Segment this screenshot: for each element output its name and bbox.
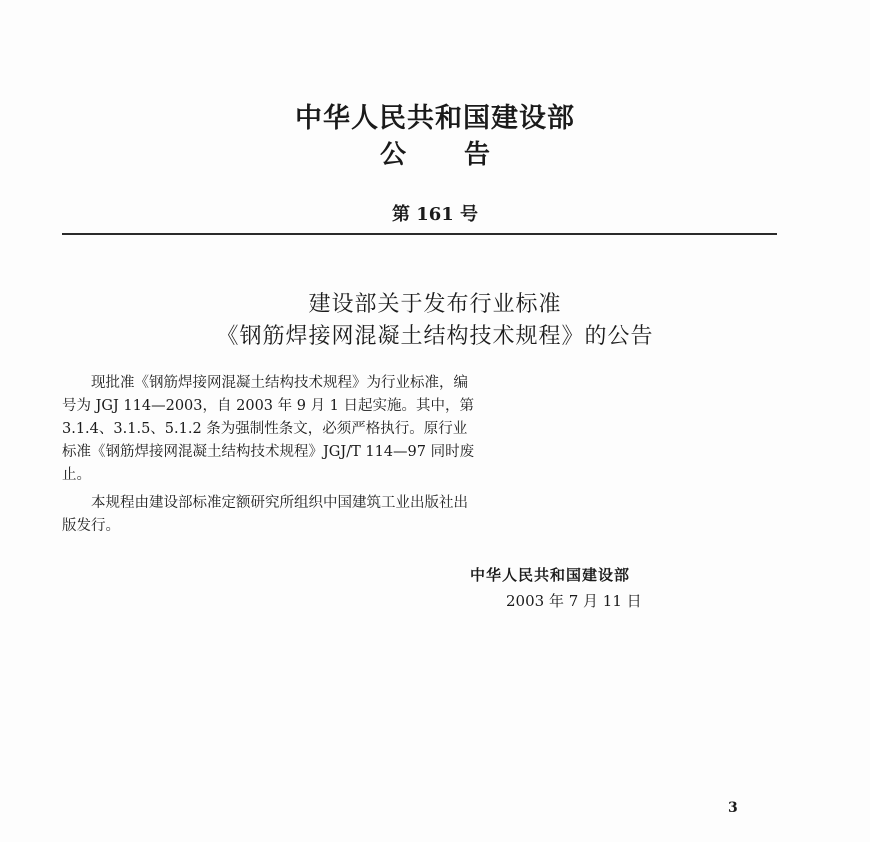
- body-paragraph-2: [62, 492, 777, 538]
- subject-line-2: 《钢筋焊接网混凝土结构技术规程》的公告: [216, 324, 654, 349]
- body-line: 现批准《钢筋焊接网混凝土结构技术规程》为行业标准，编: [62, 375, 468, 391]
- signature-date: 2003 年 7 月 11 日: [506, 592, 642, 610]
- issuer-title: 中华人民共和国建设部: [295, 103, 575, 134]
- doc-number: 第 161 号: [391, 204, 479, 225]
- doc-type-title: 公告: [379, 140, 548, 170]
- subject-line-1: 建设部关于发布行业标准: [308, 292, 562, 317]
- body-line: 版发行。: [62, 518, 120, 534]
- body-line: 本规程由建设部标准定额研究所组织中国建筑工业出版社出: [62, 495, 468, 511]
- body-line: 标准《钢筋焊接网混凝土结构技术规程》JGJ/T 114—97 同时废: [62, 444, 475, 460]
- body-line: 号为 JGJ 114—2003，自 2003 年 9 月 1 日起实施。其中，第: [62, 398, 475, 414]
- body-paragraph-1: [62, 372, 777, 487]
- page-number: 3: [728, 800, 738, 816]
- signature-org: 中华人民共和国建设部: [470, 566, 631, 584]
- body-line: 止。: [62, 467, 91, 483]
- header-divider: [62, 233, 777, 235]
- body-line: 3.1.4、3.1.5、5.1.2 条为强制性条文，必须严格执行。原行业: [62, 421, 468, 437]
